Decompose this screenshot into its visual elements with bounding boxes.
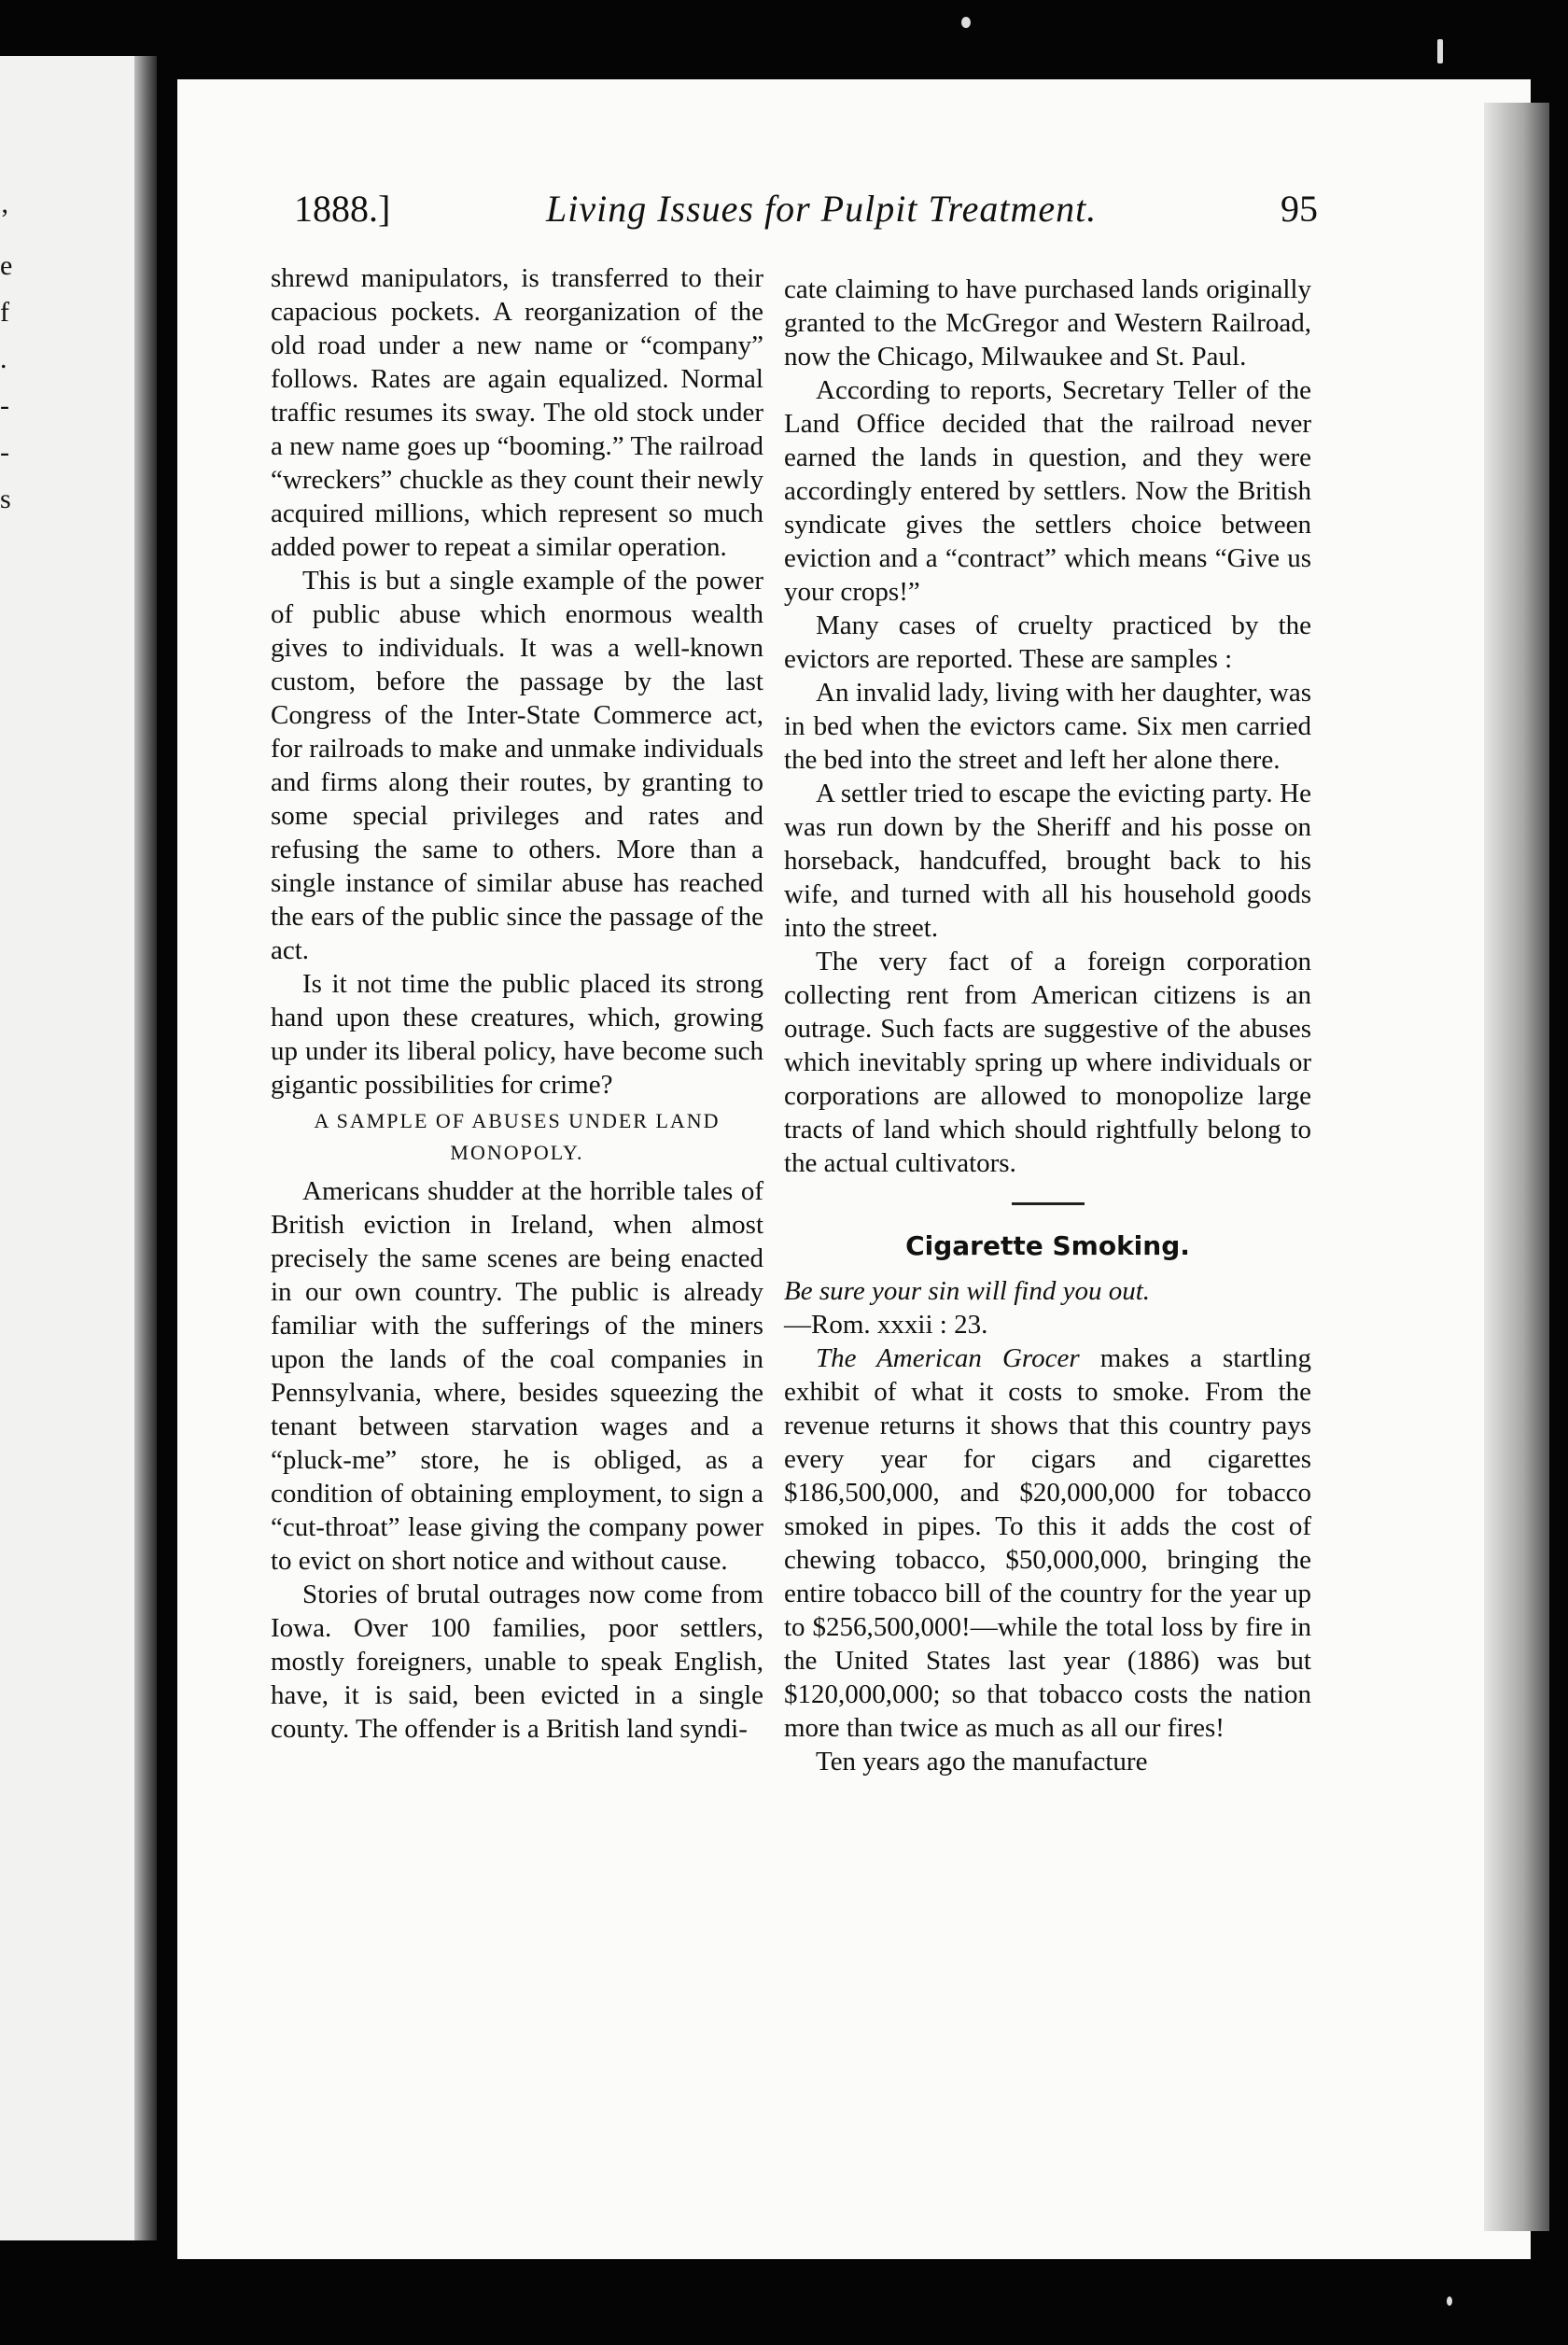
edge-char: ’ [0,204,9,234]
block-quote: An invalid lady, living with her daughter, was in bed when the evictors came. Six men carried the bed into the street and left her alone there. [784,678,1311,775]
paragraph: This is but a single example of the power of public abuse which enormous wealth gives to individuals. It was a well-known custom, before the passage by the last Congress of the Inter-State Commerce act, for railroads to make and unmake individuals and firms along their routes, by granting to some special privileges and rates and refusing the same to others. More than a single instance of similar abuse has reached the ears of the public since the passage of the act. [271,566,763,965]
paragraph: Is it not time the public placed its strong hand upon these creatures, which, growing up under its liberal policy, have become such gigantic possibilities for crime? [271,969,763,1100]
paragraph: Stories of brutal outrages now come from Iowa. Over 100 families, poor settlers, mostly foreigners, unable to speak English, have, it is said, been evicted in a single county. The offender is a British land syndi- [271,1580,763,1744]
epigraph: Be sure your sin will find you out. [784,1276,1151,1306]
page-edge-shadow [1484,103,1549,2231]
edge-char: f [0,297,9,328]
paragraph: cate claiming to have purchased lands originally granted to the McGregor and Western Railroad, now the Chicago, Milwaukee and St. Paul. [784,274,1311,372]
facing-page-edge [0,56,157,2240]
block-quote: A settler tried to escape the evicting party. He was run down by the Sheriff and his posse on horseback, handcuffed, brought back to his wife, and turned with all his household goods into the street. [784,779,1311,943]
source-title: The American Grocer [816,1343,1080,1373]
paragraph: Ten years ago the manufacture [816,1747,1148,1776]
page-number: 95 [1281,188,1318,230]
right-column [784,273,1311,1778]
paragraph: Americans shudder at the horrible tales of British eviction in Ireland, when almost precisely the same scenes are being enacted in our own country. The public is already familiar with the sufferings of the miners upon the lands of the coal companies in Pennsylvania, where, besides squeezing the tenant between starvation wages and a “pluck-me” store, he is obliged, as a condition of obtaining employment, to sign a “cut-throat” lease giving the company power to evict on short notice and without cause. [271,1176,763,1576]
header-year: 1888.] [294,188,391,230]
edge-char: - [0,390,9,421]
book-gutter [134,56,157,2240]
scan-speck [1437,39,1443,63]
edge-char: - [0,437,9,468]
paragraph: Many cases of cruelty practiced by the evictors are reported. These are samples : [784,611,1311,674]
scan-speck [961,17,971,28]
running-title: Living Issues for Pulpit Treatment. [546,188,1098,230]
paragraph [784,1341,1311,1745]
epigraph-reference: —Rom. xxxii : 23. [784,1310,988,1340]
paragraph: According to reports, Secretary Teller of the Land Office decided that the railroad never earned the lands in question, and they were accordingly entered by settlers. Now the British syndicate gives the settlers choice between eviction and a “contract” which means “Give us your crops!” [784,375,1311,607]
section-divider [1012,1202,1085,1205]
facing-page-fragments [0,196,19,523]
left-column [271,261,763,1746]
edge-char: . [0,344,7,374]
paragraph: shrewd manipulators, is transferred to their capacious pockets. A reorganization of the old road under a new name or “company” follows. Rates are again equalized. Normal traffic resumes its sway. The old stock under a new name goes up “booming.” The railroad “wreckers” chuckle as they count their newly acquired millions, which represent so much added power to repeat a similar operation. [271,263,763,562]
edge-char: e [0,250,13,281]
article-title: Cigarette Smoking. [905,1230,1190,1261]
scan-speck [1447,2296,1452,2306]
paragraph-text: makes a startling exhibit of what it costs to smoke. From the revenue returns it shows that this country pays every year for cigars and cigarettes $186,500,000, and $20,000,000 for tobacco smoked in pipes. To this it adds the cost of chewing tobacco, $50,000,000, bringing the entire tobacco bill of the country for the year up to $256,500,000!—while the total loss by fire in the United States last year (1886) was but $120,000,000; so that tobacco costs the nation more than twice as much as all our fires! [784,1343,1311,1743]
section-subheading: A SAMPLE OF ABUSES UNDER LAND MONOPOLY. [314,1109,721,1164]
edge-char: s [0,484,11,514]
paragraph: The very fact of a foreign corporation collecting rent from American citizens is an outrage. Such facts are suggestive of the abuses which inevitably spring up where individuals or corporations are allowed to monopolize large tracts of land which should rightfully belong to the actual cultivators. [784,947,1311,1178]
